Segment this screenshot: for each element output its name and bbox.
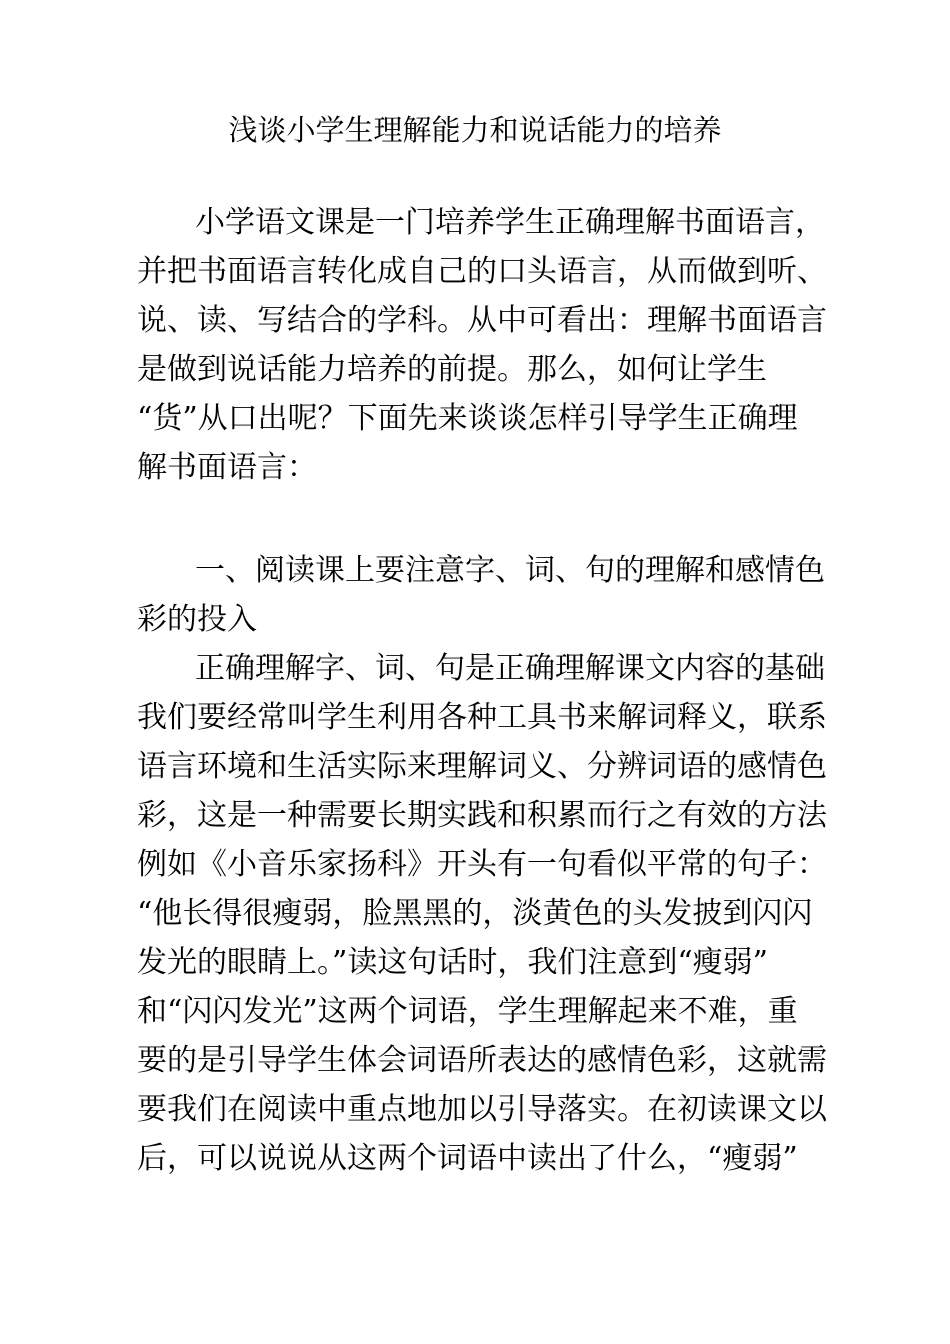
text-line: 解书面语言： [137, 450, 317, 485]
text-line: 发光的眼睛上。”读这句话时，我们注意到“瘦弱” [137, 945, 769, 980]
section-heading-line: 一、阅读课上要注意字、词、句的理解和感情色 [195, 553, 825, 588]
text-line: 后，可以说说从这两个词语中读出了什么，“瘦弱” [137, 1141, 798, 1176]
text-line: 正确理解字、词、句是正确理解课文内容的基础 [195, 651, 825, 686]
text-line: “货”从口出呢？下面先来谈谈怎样引导学生正确理 [137, 401, 798, 436]
document-title: 浅谈小学生理解能力和说话能力的培养 [228, 113, 722, 147]
text-line: 并把书面语言转化成自己的口头语言，从而做到听、 [137, 254, 827, 289]
text-line: 语言环境和生活实际来理解词义、分辨词语的感情色 [137, 749, 827, 784]
text-line: 要我们在阅读中重点地加以引导落实。在初读课文以 [137, 1092, 827, 1127]
text-line: “他长得很瘦弱，脸黑黑的，淡黄色的头发披到闪闪 [137, 896, 813, 931]
section-heading-line: 彩的投入 [137, 602, 257, 637]
text-line: 我们要经常叫学生利用各种工具书来解词释义，联系 [137, 700, 827, 735]
text-line: 要的是引导学生体会词语所表达的感情色彩，这就需 [137, 1043, 827, 1078]
text-line: 是做到说话能力培养的前提。那么，如何让学生 [137, 352, 767, 387]
section-1 [137, 546, 837, 1183]
intro-paragraph [137, 198, 837, 492]
text-line: 例如《小音乐家扬科》开头有一句看似平常的句子： [137, 847, 827, 882]
text-line: 和“闪闪发光”这两个词语，学生理解起来不难，重 [137, 994, 798, 1029]
text-line: 小学语文课是一门培养学生正确理解书面语言， [195, 205, 825, 240]
text-line: 彩，这是一种需要长期实践和积累而行之有效的方法 [137, 798, 827, 833]
text-line: 说、读、写结合的学科。从中可看出：理解书面语言 [137, 303, 827, 338]
